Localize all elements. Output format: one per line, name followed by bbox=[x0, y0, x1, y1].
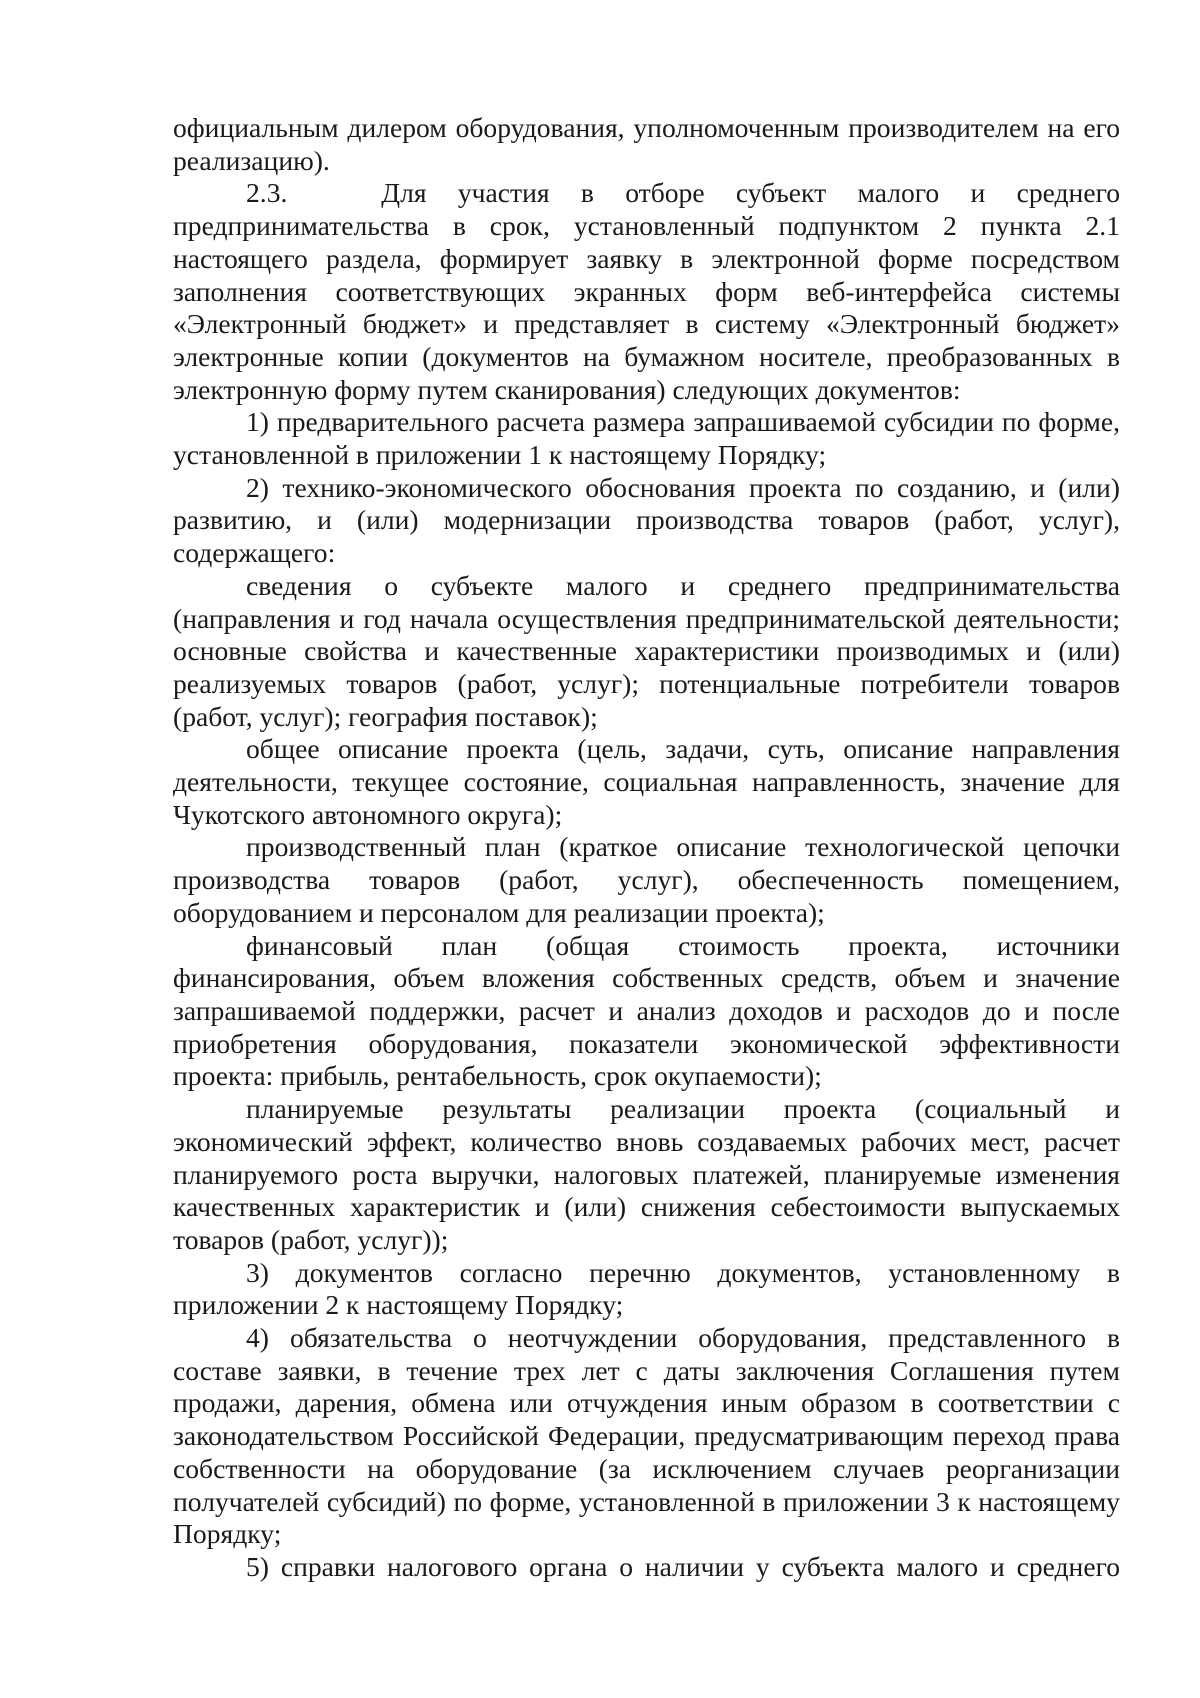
paragraph-item-4-obligation: 4) обязательства о неотчуждении оборудования, представленного в составе заявки, в течение трех лет с даты заключения Соглашения путем продажи, дарения, обмена или отчуждения иным образом в соответствии с законодательством Российской Федерации, предусматривающим переход права собственности на оборудование (за исключением случаев реорганизации получателей субсидий) по форме, установленной в приложении 3 к настоящему Порядку; bbox=[173, 1322, 1120, 1550]
paragraph-subject-info: сведения о субъекте малого и среднего предпринимательства (направления и год начала осуществления предпринимательской деятельности; основные свойства и качественные характеристики производимых и (или) реализуемых товаров (работ, услуг); потенциальные потребители товаров (работ, услуг); география поставок); bbox=[173, 569, 1120, 732]
paragraph-item-3-documents: 3) документов согласно перечню документов, установленному в приложении 2 к настоящему Порядку; bbox=[173, 1256, 1120, 1321]
paragraph-production-plan: производственный план (краткое описание технологической цепочки производства товаров (работ, услуг), обеспеченность помещением, оборудованием и персоналом для реализации проекта); bbox=[173, 831, 1120, 928]
paragraph-2-3-application: 2.3. Для участия в отборе субъект малого и среднего предпринимательства в срок, установленный подпунктом 2 пункта 2.1 настоящего раздела, формирует заявку в электронной форме посредством заполнения соответствующих экранных форм веб-интерфейса системы «Электронный бюджет» и представляет в систему «Электронный бюджет» электронные копии (документов на бумажном носителе, преобразованных в электронную форму путем сканирования) следующих документов: bbox=[173, 177, 1120, 405]
paragraph-item-1-calculation: 1) предварительного расчета размера запрашиваемой субсидии по форме, установленной в приложении 1 к настоящему Порядку; bbox=[173, 406, 1120, 471]
paragraph-project-description: общее описание проекта (цель, задачи, суть, описание направления деятельности, текущее состояние, социальная направленность, значение для Чукотского автономного округа); bbox=[173, 733, 1120, 830]
document-page bbox=[173, 112, 1120, 1584]
paragraph-dealer-continuation: официальным дилером оборудования, уполномоченным производителем на его реализацию). bbox=[173, 112, 1120, 176]
paragraph-item-5-tax-certificate: 5) справки налогового органа о наличии у субъекта малого и среднего bbox=[246, 1550, 1120, 1582]
paragraph-financial-plan: финансовый план (общая стоимость проекта, источники финансирования, объем вложения собственных средств, объем и значение запрашиваемой поддержки, расчет и анализ доходов и расходов до и после приобретения оборудования, показатели экономической эффективности проекта: прибыль, рентабельность, срок окупаемости); bbox=[173, 929, 1120, 1092]
paragraph-planned-results: планируемые результаты реализации проекта (социальный и экономический эффект, количество вновь создаваемых рабочих мест, расчет планируемого роста выручки, налоговых платежей, планируемые изменения качественных характеристик и (или) снижения себестоимости выпускаемых товаров (работ, услуг)); bbox=[173, 1093, 1120, 1255]
paragraph-item-2-feasibility: 2) технико-экономического обоснования проекта по созданию, и (или) развитию, и (или) модернизации производства товаров (работ, услуг), содержащего: bbox=[173, 471, 1120, 569]
